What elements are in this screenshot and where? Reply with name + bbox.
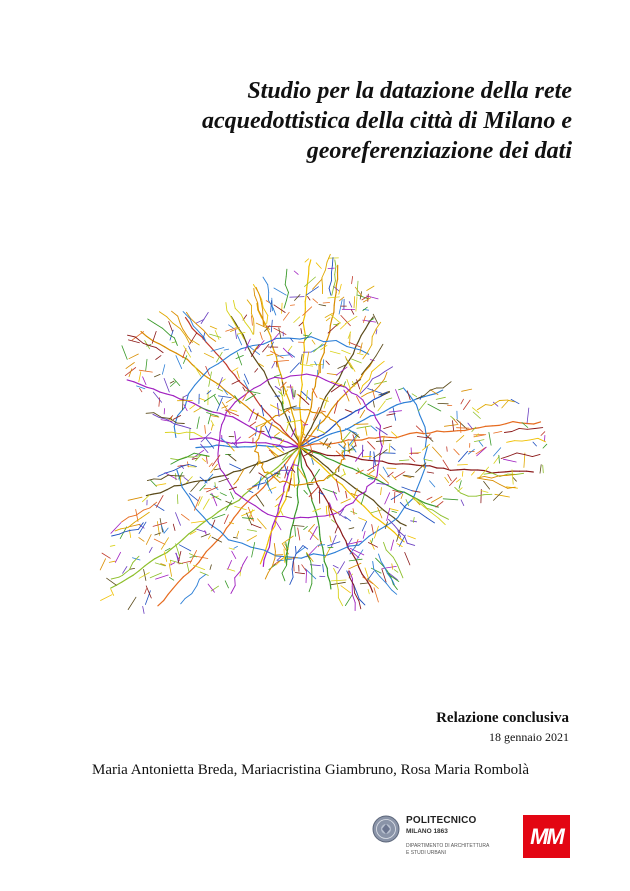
title-line-2: acquedottistica della città di Milano e	[202, 108, 572, 134]
politecnico-subtitle: MILANO 1863	[406, 828, 448, 835]
title-line-3: georeferenziazione dei dati	[306, 138, 572, 164]
document-title	[92, 76, 572, 166]
politecnico-logo	[372, 813, 512, 863]
title-line-1: Studio per la datazione della rete	[247, 78, 572, 104]
department-line-1: DIPARTIMENTO DI ARCHITETTURA	[406, 843, 490, 849]
water-network-map	[30, 202, 570, 672]
milan-network-map-icon	[30, 202, 570, 672]
network-lines	[100, 254, 547, 613]
report-date: 18 gennaio 2021	[489, 730, 569, 744]
mm-logo	[523, 815, 570, 858]
report-block	[436, 709, 569, 745]
department-name	[406, 843, 489, 856]
report-title: Relazione conclusiva	[436, 710, 569, 726]
politecnico-name: POLITECNICO	[406, 815, 477, 826]
mm-logo-text: MM	[530, 824, 563, 849]
department-line-2: E STUDI URBANI	[406, 849, 447, 856]
politecnico-seal-icon	[372, 815, 400, 843]
authors: Maria Antonietta Breda, Mariacristina Giambruno, Rosa Maria Rombolà	[92, 762, 529, 778]
